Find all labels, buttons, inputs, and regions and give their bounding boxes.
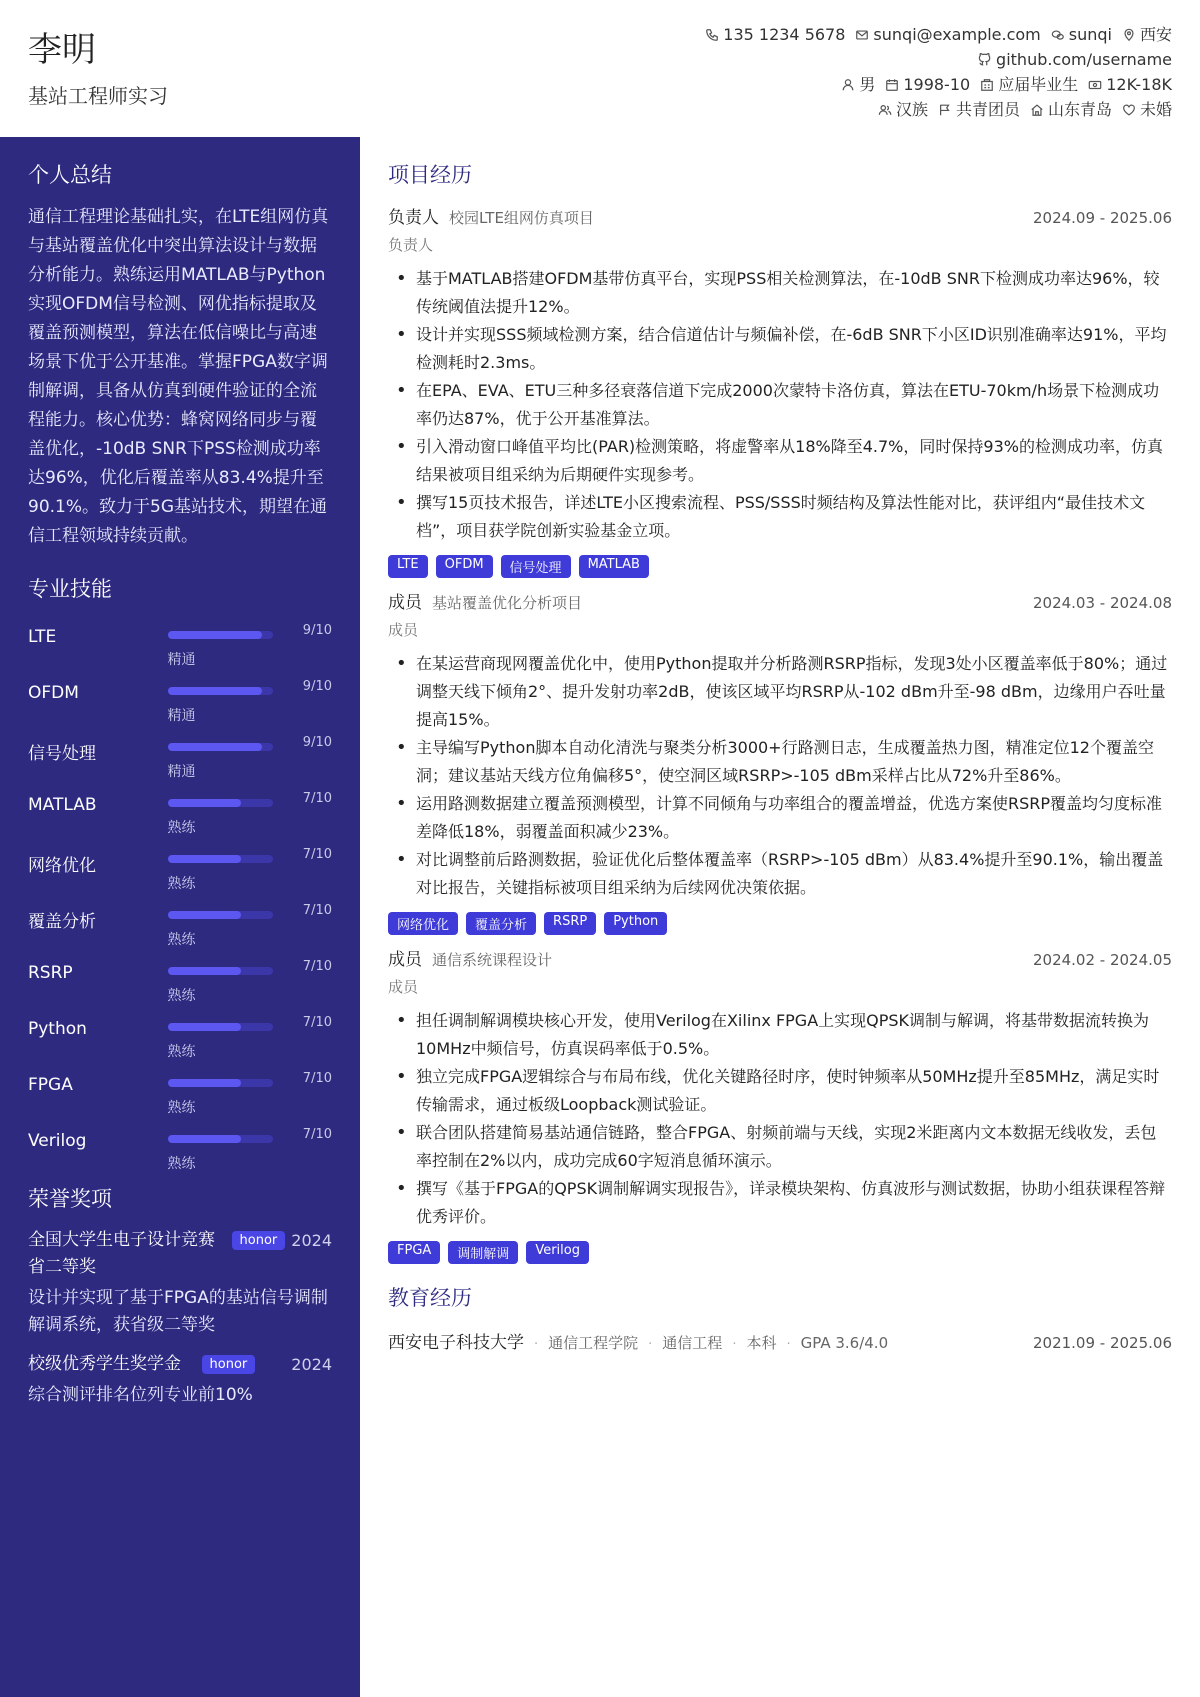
skill-name: 网络优化	[28, 856, 96, 876]
degree: 本科	[746, 1334, 777, 1352]
calendar-icon	[885, 78, 899, 92]
birth-text: 1998-10	[903, 75, 971, 94]
school-name: 西安电子科技大学	[388, 1333, 524, 1353]
skill-level: 熟练	[167, 1156, 196, 1172]
project-bullets	[388, 650, 1172, 902]
project-role: 成员	[388, 593, 422, 613]
bullet-item: • 撰写《基于FPGA的QPSK调制解调实现报告》，详录模块架构、仿真波形与测试数据，协助小组获课程答辩优秀评价。	[388, 1175, 1172, 1231]
skill-bar	[168, 967, 273, 975]
bullet-item: • 设计并实现SSS频域检测方案，结合信道估计与频偏补偿，在-6dB SNR下小区ID识别准确率达91%，平均检测耗时2.3ms。	[388, 321, 1172, 377]
skill-item	[28, 953, 332, 1009]
skill-level: 精通	[167, 764, 196, 780]
skill-bar-fill	[168, 1079, 242, 1087]
ethnicity-item	[878, 97, 928, 122]
skill-name: 信号处理	[28, 744, 96, 764]
tag: OFDM	[436, 555, 493, 578]
skill-bar	[168, 743, 273, 751]
honors-heading: 荣誉奖项	[28, 1187, 112, 1211]
user-icon	[841, 78, 855, 92]
skill-bar	[168, 1023, 273, 1031]
political-text: 共青团员	[955, 100, 1020, 119]
email-item[interactable]	[855, 22, 1040, 47]
project-tags	[388, 555, 1172, 578]
tag: Verilog	[526, 1241, 589, 1264]
separator: ·	[534, 1337, 539, 1352]
gender-text: 男	[859, 75, 876, 94]
project-item	[388, 588, 1172, 935]
projects-heading: 项目经历	[388, 163, 472, 187]
project-subtitle: 负责人	[388, 236, 434, 254]
tag: LTE	[388, 555, 428, 578]
bullet-item: • 撰写15页技术报告，详述LTE小区搜索流程、PSS/SSS时频结构及算法性能对比，获评组内“最佳技术文档”，项目获学院创新实验基金立项。	[388, 489, 1172, 545]
education-date: 2021.09 - 2025.06	[1032, 1334, 1172, 1352]
skill-bar-fill	[168, 967, 242, 975]
home-icon	[1030, 103, 1044, 117]
contact-info	[705, 22, 1172, 122]
separator: ·	[648, 1337, 653, 1352]
skill-score: 7/10	[302, 1015, 332, 1030]
education-item	[388, 1328, 1172, 1353]
wechat-text: sunqi	[1068, 25, 1112, 44]
skill-name: MATLAB	[28, 795, 97, 815]
skill-item	[28, 1009, 332, 1065]
gender-item	[841, 72, 875, 97]
hometown-text: 山东青岛	[1047, 100, 1112, 119]
phone-text: 135 1234 5678	[723, 25, 846, 44]
skill-bar	[168, 1135, 273, 1143]
skill-item	[28, 617, 332, 673]
skill-level: 熟练	[167, 932, 196, 948]
skill-bar	[168, 799, 273, 807]
skill-bar	[168, 631, 273, 639]
skill-score: 9/10	[302, 679, 332, 694]
mail-icon	[855, 28, 869, 42]
skill-name: FPGA	[28, 1075, 73, 1095]
skill-item	[28, 897, 332, 953]
phone-item[interactable]	[705, 22, 845, 47]
project-name: 通信系统课程设计	[432, 951, 553, 969]
skill-score: 7/10	[302, 847, 332, 862]
bullet-item: • 在某运营商现网覆盖优化中，使用Python提取并分析路测RSRP指标，发现3处小区覆盖率低于80%；通过调整天线下倾角2°、提升发射功率2dB，使该区域平均RSRP从-102 dBm升至-98 dBm，边缘用户吞吐量提高15%。	[388, 650, 1172, 734]
bullet-item: • 独立完成FPGA逻辑综合与布局布线，优化关键路径时序，使时钟频率从50MHz提升至85MHz，满足实时传输需求，通过板级Loopback测试验证。	[388, 1063, 1172, 1119]
major-name: 通信工程	[662, 1334, 723, 1352]
location-text: 西安	[1139, 25, 1172, 44]
bullet-item: • 引入滑动窗口峰值平均比(PAR)检测策略，将虚警率从18%降至4.7%，同时保持93%的检测成功率，仿真结果被项目组采纳为后期硬件实现参考。	[388, 433, 1172, 489]
users-icon	[878, 103, 892, 117]
gpa: GPA 3.6/4.0	[800, 1334, 889, 1352]
tag: 网络优化	[388, 912, 458, 935]
skill-level: 熟练	[167, 988, 196, 1004]
project-name: 基站覆盖优化分析项目	[432, 594, 583, 612]
skill-bar	[168, 911, 273, 919]
summary-heading: 个人总结	[28, 163, 112, 187]
skill-bar-fill	[168, 743, 263, 751]
building-icon	[980, 78, 994, 92]
tag: 调制解调	[448, 1241, 518, 1264]
job-title: 基站工程师实习	[28, 84, 168, 108]
skill-name: RSRP	[28, 963, 73, 983]
skill-name: 覆盖分析	[28, 912, 96, 932]
project-tags	[388, 1241, 1172, 1264]
skill-item	[28, 1065, 332, 1121]
honor-desc: 综合测评排名位列专业前10%	[28, 1385, 253, 1405]
separator: ·	[786, 1337, 791, 1352]
skill-bar	[168, 687, 273, 695]
location-item	[1122, 22, 1172, 47]
candidate-name: 李明	[28, 30, 96, 70]
honor-item	[28, 1351, 332, 1409]
project-subtitle: 成员	[388, 621, 419, 639]
skill-item	[28, 785, 332, 841]
political-item	[938, 97, 1020, 122]
email-text: sunqi@example.com	[873, 25, 1041, 44]
skill-bar-fill	[168, 911, 242, 919]
skill-level: 熟练	[167, 1100, 196, 1116]
salary-text: 12K-18K	[1106, 75, 1172, 94]
phone-icon	[705, 28, 719, 42]
bullet-item: • 主导编写Python脚本自动化清洗与聚类分析3000+行路测日志，生成覆盖热力图，精准定位12个覆盖空洞；建议基站天线方位角偏移5°，使空洞区域RSRP>-105 dBm采样占比从72%升至86%。	[388, 734, 1172, 790]
skill-item	[28, 673, 332, 729]
sidebar	[0, 137, 360, 1697]
location-pin-icon	[1122, 28, 1136, 42]
skill-score: 7/10	[302, 1127, 332, 1142]
tag: 覆盖分析	[466, 912, 536, 935]
project-tags	[388, 912, 1172, 935]
skill-score: 9/10	[302, 735, 332, 750]
project-item	[388, 945, 1172, 1264]
bullet-item: • 运用路测数据建立覆盖预测模型，计算不同倾角与功率组合的覆盖增益，优选方案使RSRP覆盖均匀度标准差降低18%，弱覆盖面积减少23%。	[388, 790, 1172, 846]
skill-bar-fill	[168, 687, 263, 695]
separator: ·	[732, 1337, 737, 1352]
heart-icon	[1122, 103, 1136, 117]
skill-item	[28, 1121, 332, 1177]
skill-level: 熟练	[167, 820, 196, 836]
marital-item	[1122, 97, 1172, 122]
skill-level: 精通	[167, 708, 196, 724]
project-role: 成员	[388, 950, 422, 970]
skill-item	[28, 729, 332, 785]
education-heading: 教育经历	[388, 1286, 472, 1310]
project-role: 负责人	[388, 208, 439, 228]
skill-bar-fill	[168, 855, 242, 863]
flag-icon	[938, 103, 952, 117]
skill-bar	[168, 1079, 273, 1087]
salary-item	[1088, 72, 1172, 97]
skill-level: 熟练	[167, 876, 196, 892]
project-item	[388, 203, 1172, 578]
honor-year: 2024	[291, 1355, 332, 1374]
skill-item	[28, 841, 332, 897]
honor-item	[28, 1227, 332, 1339]
skills-heading: 专业技能	[28, 577, 112, 601]
github-item[interactable]	[978, 47, 1172, 72]
honor-name: 全国大学生电子设计竞赛省二等奖	[28, 1230, 215, 1277]
project-date: 2024.09 - 2025.06	[1032, 209, 1172, 227]
tag: RSRP	[544, 912, 596, 935]
bullet-item: • 在EPA、EVA、ETU三种多径衰落信道下完成2000次蒙特卡洛仿真，算法在ETU-70km/h场景下检测成功率仍达87%，优于公开基准算法。	[388, 377, 1172, 433]
honor-badge: honor	[232, 1231, 286, 1250]
skill-score: 7/10	[302, 791, 332, 806]
college-name: 通信工程学院	[548, 1334, 639, 1352]
skill-level: 熟练	[167, 1044, 196, 1060]
project-date: 2024.03 - 2024.08	[1032, 594, 1172, 612]
skill-name: OFDM	[28, 683, 79, 703]
project-bullets	[388, 1007, 1172, 1231]
bullet-item: • 基于MATLAB搭建OFDM基带仿真平台，实现PSS相关检测算法，在-10dB SNR下检测成功率达96%，较传统阈值法提升12%。	[388, 265, 1172, 321]
honor-desc: 设计并实现了基于FPGA的基站信号调制解调系统，获省级二等奖	[28, 1288, 328, 1335]
tag: MATLAB	[579, 555, 649, 578]
github-text: github.com/username	[996, 50, 1172, 69]
honor-name: 校级优秀学生奖学金	[28, 1354, 181, 1374]
tag: 信号处理	[501, 555, 571, 578]
skill-name: LTE	[28, 627, 57, 647]
skill-bar-fill	[168, 631, 263, 639]
skill-bar	[168, 855, 273, 863]
skill-level: 精通	[167, 652, 196, 668]
status-item	[980, 72, 1078, 97]
honor-badge: honor	[202, 1355, 256, 1374]
money-icon	[1088, 78, 1102, 92]
bullet-item: • 对比调整前后路测数据，验证优化后整体覆盖率（RSRP>-105 dBm）从83.4%提升至90.1%，输出覆盖对比报告，关键指标被项目组采纳为后续网优决策依据。	[388, 846, 1172, 902]
tag: Python	[604, 912, 667, 935]
skill-name: Python	[28, 1019, 87, 1039]
bullet-item: • 联合团队搭建简易基站通信链路，整合FPGA、射频前端与天线，实现2米距离内文本数据无线收发，丢包率控制在2%以内，成功完成60字短消息循环演示。	[388, 1119, 1172, 1175]
project-date: 2024.02 - 2024.05	[1032, 951, 1172, 969]
skill-score: 7/10	[302, 959, 332, 974]
wechat-icon	[1051, 28, 1065, 42]
marital-text: 未婚	[1139, 100, 1172, 119]
skill-bar-fill	[168, 1135, 242, 1143]
summary-text: 通信工程理论基础扎实，在LTE组网仿真与基站覆盖优化中突出算法设计与数据分析能力。熟练运用MATLAB与Python实现OFDM信号检测、网优指标提取及覆盖预测模型，算法在低信噪比与高速场景下优于公开基准。掌握FPGA数字调制解调，具备从仿真到硬件验证的全流程能力。核心优势：蜂窝网络同步与覆盖优化，-10dB SNR下PSS检测成功率达96%，优化后覆盖率从83.4%提升至90.1%。致力于5G基站技术，期望在通信工程领域持续贡献。	[28, 207, 329, 546]
status-text: 应届毕业生	[998, 75, 1079, 94]
skill-score: 9/10	[302, 623, 332, 638]
resume-header	[0, 0, 1200, 137]
skills-list	[28, 617, 332, 1177]
skill-score: 7/10	[302, 1071, 332, 1086]
main-content	[388, 137, 1172, 1353]
skill-name: Verilog	[28, 1131, 87, 1151]
project-subtitle: 成员	[388, 978, 419, 996]
hometown-item	[1030, 97, 1112, 122]
github-icon	[978, 53, 992, 67]
birth-item	[885, 72, 970, 97]
skill-score: 7/10	[302, 903, 332, 918]
tag: FPGA	[388, 1241, 440, 1264]
honor-year: 2024	[291, 1231, 332, 1250]
project-bullets	[388, 265, 1172, 545]
project-name: 校园LTE组网仿真项目	[449, 209, 594, 227]
skill-bar-fill	[168, 1023, 242, 1031]
wechat-item	[1051, 22, 1112, 47]
skill-bar-fill	[168, 799, 242, 807]
ethnicity-text: 汉族	[895, 100, 928, 119]
bullet-item: • 担任调制解调模块核心开发，使用Verilog在Xilinx FPGA上实现QPSK调制与解调，将基带数据流转换为10MHz中频信号，仿真误码率低于0.5%。	[388, 1007, 1172, 1063]
